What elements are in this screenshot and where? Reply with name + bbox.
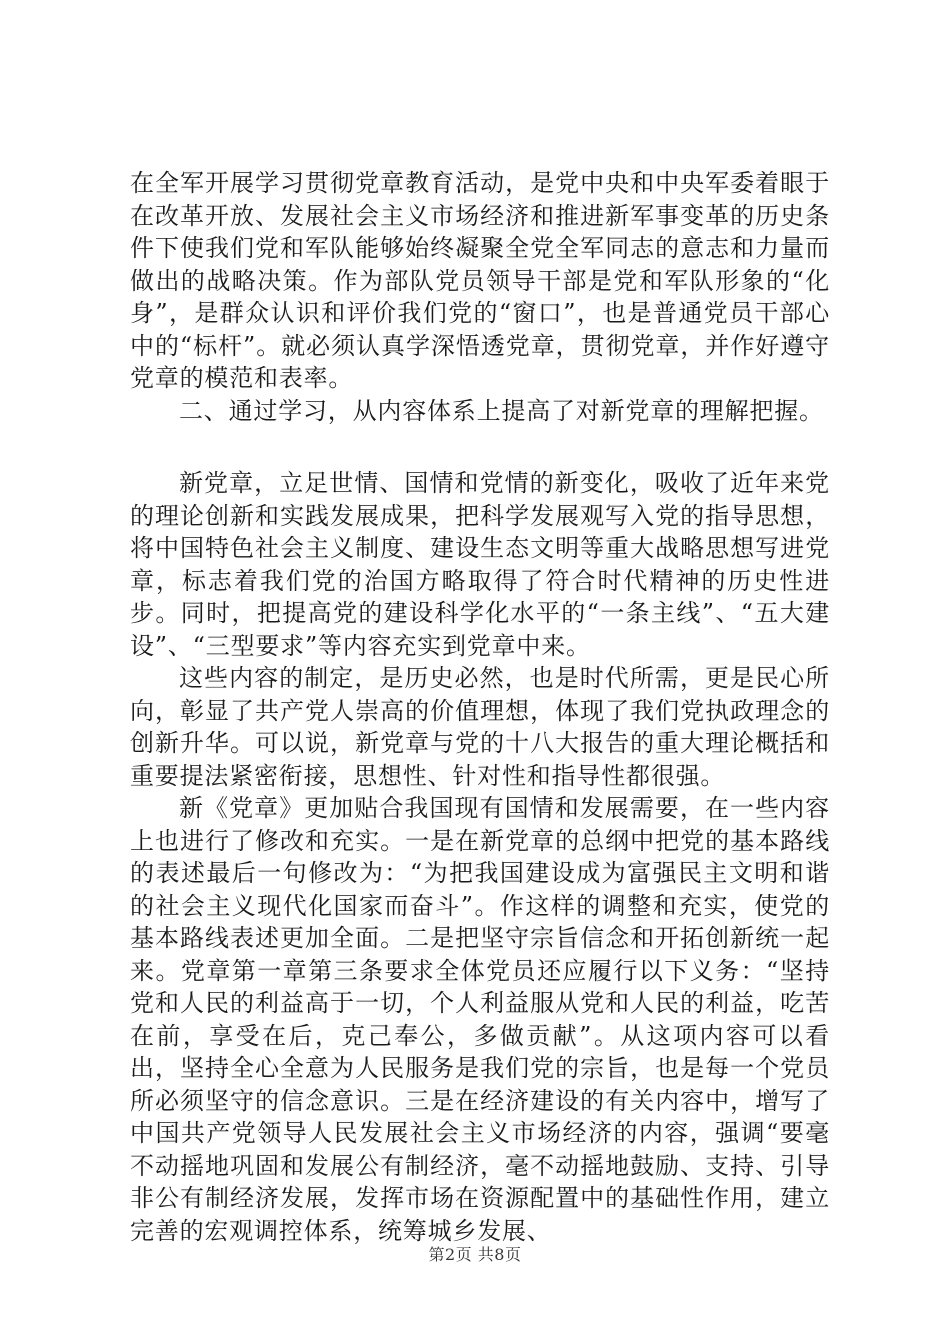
page-number-footer: 第2页 共8页 (428, 1245, 522, 1264)
paragraph-content-significance: 这些内容的制定，是历史必然，也是时代所需，更是民心所向，彰显了共产党人崇高的价值理想，体现了我们党执政理念的创新升华。可以说，新党章与党的十八大报告的重大理论概括和重要提法紧密衔接，思想性、针对性和指导性都很强。 (130, 664, 830, 790)
paragraph-new-charter: 新党章，立足世情、国情和党情的新变化，吸收了近年来党的理论创新和实践发展成果，把科学发展观写入党的指导思想，将中国特色社会主义制度、建设生态文明等重大战略思想写进党章，标志着我们党的治国方略取得了符合时代精神的历史性进步。同时，把提高党的建设科学化水平的“一条主线”、“五大建设”、“三型要求”等内容充实到党章中来。 (130, 469, 830, 660)
section-gap (130, 427, 830, 467)
section-heading: 二、通过学习，从内容体系上提高了对新党章的理解把握。 (179, 396, 824, 425)
paragraph-intro: 在全军开展学习贯彻党章教育活动，是党中央和中央军委着眼于在改革开放、发展社会主义市场经济和推进新军事变革的历史条件下使我们党和军队能够始终凝聚全党全军同志的意志和力量而做出的战略决策。作为部队党员领导干部是党和军队形象的“化身”，是群众认识和评价我们党的“窗口”，也是普通党员干部心中的“标杆”。就必须认真学深悟透党章，贯彻党章，并作好遵守党章的模范和表率。 (130, 169, 830, 392)
paragraph-revisions: 新《党章》更加贴合我国现有国情和发展需要，在一些内容上也进行了修改和充实。一是在新党章的总纲中把党的基本路线的表述最后一句修改为：“为把我国建设成为富强民主文明和谐的社会主义现代化国家而奋斗”。作这样的调整和充实，使党的基本路线表述更加全面。二是把坚守宗旨信念和开拓创新统一起来。党章第一章第三条要求全体党员还应履行以下义务：“坚持党和人民的利益高于一切，个人利益服从党和人民的利益，吃苦在前，享受在后，克己奉公，多做贡献”。从这项内容可以看出，坚持全心全意为人民服务是我们党的宗旨，也是每一个党员所必须坚守的信念意识。三是在经济建设的有关内容中，增写了中国共产党领导人民发展社会主义市场经济的内容，强调“要毫不动摇地巩固和发展公有制经济，毫不动摇地鼓励、支持、引导非公有制经济发展，发挥市场在资源配置中的基础性作用，建立完善的宏观调控体系，统筹城乡发展、 (130, 794, 830, 1245)
document-body (130, 167, 830, 1247)
